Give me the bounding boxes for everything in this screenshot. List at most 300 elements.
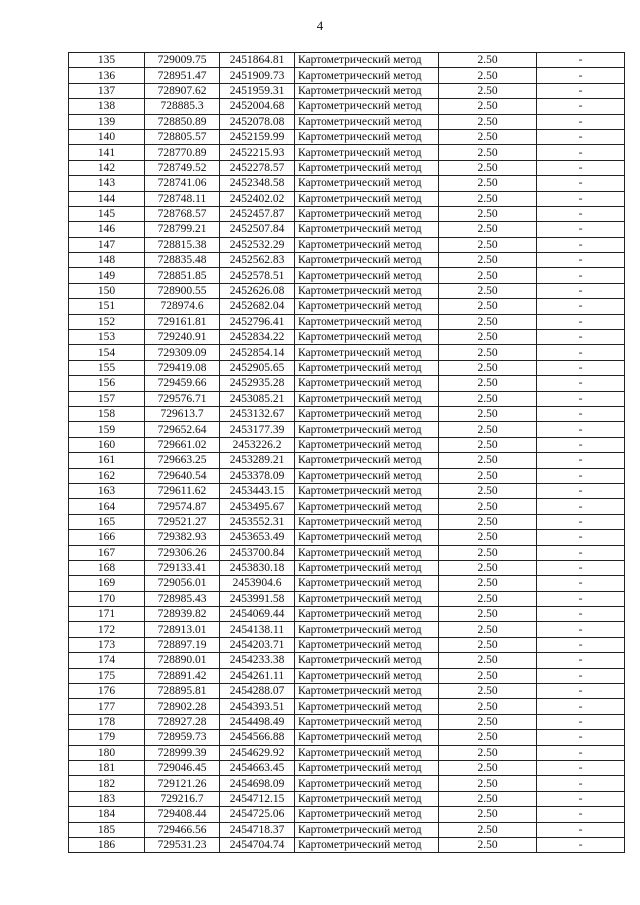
x-coordinate-cell: 729056.01 xyxy=(145,576,220,591)
precision-cell: 2.50 xyxy=(439,560,537,575)
method-cell: Картометрический метод xyxy=(295,530,439,545)
method-cell: Картометрический метод xyxy=(295,283,439,298)
y-coordinate-cell: 2453177.39 xyxy=(220,422,295,437)
precision-cell: 2.50 xyxy=(439,545,537,560)
x-coordinate-cell: 729419.08 xyxy=(145,360,220,375)
x-coordinate-cell: 728805.57 xyxy=(145,129,220,144)
point-number-cell: 140 xyxy=(69,129,145,144)
table-row xyxy=(69,99,625,114)
method-cell: Картометрический метод xyxy=(295,668,439,683)
x-coordinate-cell: 728900.55 xyxy=(145,283,220,298)
precision-cell: 2.50 xyxy=(439,176,537,191)
description-cell: - xyxy=(537,222,625,237)
y-coordinate-cell: 2452159.99 xyxy=(220,129,295,144)
x-coordinate-cell: 729613.7 xyxy=(145,406,220,421)
precision-cell: 2.50 xyxy=(439,360,537,375)
precision-cell: 2.50 xyxy=(439,129,537,144)
point-number-cell: 145 xyxy=(69,206,145,221)
precision-cell: 2.50 xyxy=(439,299,537,314)
point-number-cell: 149 xyxy=(69,268,145,283)
y-coordinate-cell: 2452626.08 xyxy=(220,283,295,298)
x-coordinate-cell: 728748.11 xyxy=(145,191,220,206)
method-cell: Картометрический метод xyxy=(295,160,439,175)
description-cell: - xyxy=(537,314,625,329)
point-number-cell: 148 xyxy=(69,253,145,268)
precision-cell: 2.50 xyxy=(439,714,537,729)
description-cell: - xyxy=(537,576,625,591)
table-row xyxy=(69,360,625,375)
method-cell: Картометрический метод xyxy=(295,745,439,760)
method-cell: Картометрический метод xyxy=(295,730,439,745)
precision-cell: 2.50 xyxy=(439,668,537,683)
method-cell: Картометрический метод xyxy=(295,68,439,83)
precision-cell: 2.50 xyxy=(439,453,537,468)
y-coordinate-cell: 2454712.15 xyxy=(220,791,295,806)
point-number-cell: 156 xyxy=(69,376,145,391)
precision-cell: 2.50 xyxy=(439,807,537,822)
coordinates-table xyxy=(68,52,625,853)
point-number-cell: 167 xyxy=(69,545,145,560)
description-cell: - xyxy=(537,822,625,837)
precision-cell: 2.50 xyxy=(439,607,537,622)
y-coordinate-cell: 2454663.45 xyxy=(220,760,295,775)
y-coordinate-cell: 2452935.28 xyxy=(220,376,295,391)
precision-cell: 2.50 xyxy=(439,622,537,637)
y-coordinate-cell: 2452215.93 xyxy=(220,145,295,160)
description-cell: - xyxy=(537,791,625,806)
method-cell: Картометрический метод xyxy=(295,776,439,791)
point-number-cell: 172 xyxy=(69,622,145,637)
precision-cell: 2.50 xyxy=(439,391,537,406)
point-number-cell: 183 xyxy=(69,791,145,806)
table-row xyxy=(69,653,625,668)
x-coordinate-cell: 729466.56 xyxy=(145,822,220,837)
description-cell: - xyxy=(537,607,625,622)
precision-cell: 2.50 xyxy=(439,191,537,206)
x-coordinate-cell: 729661.02 xyxy=(145,437,220,452)
description-cell: - xyxy=(537,745,625,760)
x-coordinate-cell: 728741.06 xyxy=(145,176,220,191)
method-cell: Картометрический метод xyxy=(295,360,439,375)
precision-cell: 2.50 xyxy=(439,160,537,175)
description-cell: - xyxy=(537,406,625,421)
method-cell: Картометрический метод xyxy=(295,637,439,652)
precision-cell: 2.50 xyxy=(439,684,537,699)
description-cell: - xyxy=(537,637,625,652)
point-number-cell: 176 xyxy=(69,684,145,699)
point-number-cell: 166 xyxy=(69,530,145,545)
y-coordinate-cell: 2454233.38 xyxy=(220,653,295,668)
x-coordinate-cell: 729382.93 xyxy=(145,530,220,545)
y-coordinate-cell: 2452507.84 xyxy=(220,222,295,237)
table-row xyxy=(69,391,625,406)
y-coordinate-cell: 2453653.49 xyxy=(220,530,295,545)
point-number-cell: 160 xyxy=(69,437,145,452)
table-row xyxy=(69,53,625,68)
point-number-cell: 153 xyxy=(69,330,145,345)
precision-cell: 2.50 xyxy=(439,99,537,114)
method-cell: Картометрический метод xyxy=(295,760,439,775)
method-cell: Картометрический метод xyxy=(295,53,439,68)
method-cell: Картометрический метод xyxy=(295,791,439,806)
method-cell: Картометрический метод xyxy=(295,129,439,144)
x-coordinate-cell: 729046.45 xyxy=(145,760,220,775)
description-cell: - xyxy=(537,837,625,852)
description-cell: - xyxy=(537,391,625,406)
x-coordinate-cell: 728885.3 xyxy=(145,99,220,114)
method-cell: Картометрический метод xyxy=(295,114,439,129)
table-row xyxy=(69,176,625,191)
description-cell: - xyxy=(537,53,625,68)
point-number-cell: 171 xyxy=(69,607,145,622)
description-cell: - xyxy=(537,807,625,822)
precision-cell: 2.50 xyxy=(439,576,537,591)
x-coordinate-cell: 729652.64 xyxy=(145,422,220,437)
y-coordinate-cell: 2454288.07 xyxy=(220,684,295,699)
point-number-cell: 144 xyxy=(69,191,145,206)
y-coordinate-cell: 2452004.68 xyxy=(220,99,295,114)
x-coordinate-cell: 728897.19 xyxy=(145,637,220,652)
precision-cell: 2.50 xyxy=(439,68,537,83)
point-number-cell: 164 xyxy=(69,499,145,514)
y-coordinate-cell: 2453378.09 xyxy=(220,468,295,483)
y-coordinate-cell: 2452854.14 xyxy=(220,345,295,360)
precision-cell: 2.50 xyxy=(439,468,537,483)
point-number-cell: 178 xyxy=(69,714,145,729)
x-coordinate-cell: 728907.62 xyxy=(145,83,220,98)
x-coordinate-cell: 729161.81 xyxy=(145,314,220,329)
table-row xyxy=(69,330,625,345)
method-cell: Картометрический метод xyxy=(295,837,439,852)
y-coordinate-cell: 2454725.06 xyxy=(220,807,295,822)
table-row xyxy=(69,83,625,98)
x-coordinate-cell: 729521.27 xyxy=(145,514,220,529)
method-cell: Картометрический метод xyxy=(295,607,439,622)
table-row xyxy=(69,206,625,221)
x-coordinate-cell: 728895.81 xyxy=(145,684,220,699)
method-cell: Картометрический метод xyxy=(295,222,439,237)
table-row xyxy=(69,129,625,144)
description-cell: - xyxy=(537,530,625,545)
table-row xyxy=(69,791,625,806)
x-coordinate-cell: 729531.23 xyxy=(145,837,220,852)
description-cell: - xyxy=(537,591,625,606)
x-coordinate-cell: 729306.26 xyxy=(145,545,220,560)
description-cell: - xyxy=(537,145,625,160)
precision-cell: 2.50 xyxy=(439,114,537,129)
method-cell: Картометрический метод xyxy=(295,576,439,591)
method-cell: Картометрический метод xyxy=(295,437,439,452)
y-coordinate-cell: 2454203.71 xyxy=(220,637,295,652)
description-cell: - xyxy=(537,268,625,283)
table-row xyxy=(69,607,625,622)
table-row xyxy=(69,668,625,683)
y-coordinate-cell: 2453991.58 xyxy=(220,591,295,606)
x-coordinate-cell: 729663.25 xyxy=(145,453,220,468)
precision-cell: 2.50 xyxy=(439,760,537,775)
method-cell: Картометрический метод xyxy=(295,591,439,606)
x-coordinate-cell: 729121.26 xyxy=(145,776,220,791)
y-coordinate-cell: 2453495.67 xyxy=(220,499,295,514)
description-cell: - xyxy=(537,514,625,529)
point-number-cell: 137 xyxy=(69,83,145,98)
description-cell: - xyxy=(537,114,625,129)
description-cell: - xyxy=(537,176,625,191)
y-coordinate-cell: 2454393.51 xyxy=(220,699,295,714)
point-number-cell: 138 xyxy=(69,99,145,114)
point-number-cell: 174 xyxy=(69,653,145,668)
method-cell: Картометрический метод xyxy=(295,330,439,345)
method-cell: Картометрический метод xyxy=(295,807,439,822)
method-cell: Картометрический метод xyxy=(295,268,439,283)
precision-cell: 2.50 xyxy=(439,237,537,252)
table-row xyxy=(69,222,625,237)
x-coordinate-cell: 728985.43 xyxy=(145,591,220,606)
precision-cell: 2.50 xyxy=(439,283,537,298)
y-coordinate-cell: 2452682.04 xyxy=(220,299,295,314)
table-row xyxy=(69,114,625,129)
table-row xyxy=(69,699,625,714)
description-cell: - xyxy=(537,560,625,575)
method-cell: Картометрический метод xyxy=(295,453,439,468)
precision-cell: 2.50 xyxy=(439,406,537,421)
point-number-cell: 161 xyxy=(69,453,145,468)
method-cell: Картометрический метод xyxy=(295,822,439,837)
table-row xyxy=(69,160,625,175)
description-cell: - xyxy=(537,453,625,468)
description-cell: - xyxy=(537,376,625,391)
precision-cell: 2.50 xyxy=(439,314,537,329)
point-number-cell: 168 xyxy=(69,560,145,575)
x-coordinate-cell: 728902.28 xyxy=(145,699,220,714)
method-cell: Картометрический метод xyxy=(295,406,439,421)
x-coordinate-cell: 728815.38 xyxy=(145,237,220,252)
x-coordinate-cell: 729309.09 xyxy=(145,345,220,360)
point-number-cell: 185 xyxy=(69,822,145,837)
description-cell: - xyxy=(537,68,625,83)
point-number-cell: 159 xyxy=(69,422,145,437)
x-coordinate-cell: 728770.89 xyxy=(145,145,220,160)
method-cell: Картометрический метод xyxy=(295,468,439,483)
method-cell: Картометрический метод xyxy=(295,206,439,221)
y-coordinate-cell: 2452532.29 xyxy=(220,237,295,252)
description-cell: - xyxy=(537,468,625,483)
table-row xyxy=(69,730,625,745)
description-cell: - xyxy=(537,345,625,360)
page-number: 4 xyxy=(316,18,324,33)
x-coordinate-cell: 728890.01 xyxy=(145,653,220,668)
table-row xyxy=(69,422,625,437)
method-cell: Картометрический метод xyxy=(295,237,439,252)
table-row xyxy=(69,837,625,852)
description-cell: - xyxy=(537,330,625,345)
table-row xyxy=(69,191,625,206)
precision-cell: 2.50 xyxy=(439,530,537,545)
description-cell: - xyxy=(537,545,625,560)
description-cell: - xyxy=(537,237,625,252)
point-number-cell: 186 xyxy=(69,837,145,852)
y-coordinate-cell: 2453132.67 xyxy=(220,406,295,421)
method-cell: Картометрический метод xyxy=(295,560,439,575)
table-row xyxy=(69,776,625,791)
table-row xyxy=(69,145,625,160)
precision-cell: 2.50 xyxy=(439,791,537,806)
x-coordinate-cell: 728951.47 xyxy=(145,68,220,83)
table-row xyxy=(69,637,625,652)
x-coordinate-cell: 728974.6 xyxy=(145,299,220,314)
x-coordinate-cell: 729240.91 xyxy=(145,330,220,345)
x-coordinate-cell: 729133.41 xyxy=(145,560,220,575)
table-row xyxy=(69,622,625,637)
y-coordinate-cell: 2452348.58 xyxy=(220,176,295,191)
description-cell: - xyxy=(537,483,625,498)
y-coordinate-cell: 2454261.11 xyxy=(220,668,295,683)
point-number-cell: 146 xyxy=(69,222,145,237)
description-cell: - xyxy=(537,206,625,221)
precision-cell: 2.50 xyxy=(439,53,537,68)
method-cell: Картометрический метод xyxy=(295,483,439,498)
y-coordinate-cell: 2453443.15 xyxy=(220,483,295,498)
table-row xyxy=(69,684,625,699)
method-cell: Картометрический метод xyxy=(295,345,439,360)
point-number-cell: 139 xyxy=(69,114,145,129)
precision-cell: 2.50 xyxy=(439,145,537,160)
x-coordinate-cell: 728749.52 xyxy=(145,160,220,175)
y-coordinate-cell: 2452834.22 xyxy=(220,330,295,345)
y-coordinate-cell: 2453552.31 xyxy=(220,514,295,529)
method-cell: Картометрический метод xyxy=(295,514,439,529)
point-number-cell: 163 xyxy=(69,483,145,498)
point-number-cell: 157 xyxy=(69,391,145,406)
table-row xyxy=(69,437,625,452)
method-cell: Картометрический метод xyxy=(295,145,439,160)
table-row xyxy=(69,314,625,329)
x-coordinate-cell: 728999.39 xyxy=(145,745,220,760)
x-coordinate-cell: 728835.48 xyxy=(145,253,220,268)
table-row xyxy=(69,760,625,775)
point-number-cell: 152 xyxy=(69,314,145,329)
precision-cell: 2.50 xyxy=(439,206,537,221)
method-cell: Картометрический метод xyxy=(295,176,439,191)
table-row xyxy=(69,545,625,560)
y-coordinate-cell: 2453289.21 xyxy=(220,453,295,468)
description-cell: - xyxy=(537,253,625,268)
point-number-cell: 135 xyxy=(69,53,145,68)
y-coordinate-cell: 2453085.21 xyxy=(220,391,295,406)
x-coordinate-cell: 728939.82 xyxy=(145,607,220,622)
y-coordinate-cell: 2453830.18 xyxy=(220,560,295,575)
x-coordinate-cell: 728891.42 xyxy=(145,668,220,683)
table-row xyxy=(69,453,625,468)
table-row xyxy=(69,714,625,729)
precision-cell: 2.50 xyxy=(439,745,537,760)
precision-cell: 2.50 xyxy=(439,376,537,391)
precision-cell: 2.50 xyxy=(439,499,537,514)
precision-cell: 2.50 xyxy=(439,483,537,498)
method-cell: Картометрический метод xyxy=(295,391,439,406)
method-cell: Картометрический метод xyxy=(295,253,439,268)
x-coordinate-cell: 728913.01 xyxy=(145,622,220,637)
description-cell: - xyxy=(537,684,625,699)
x-coordinate-cell: 728850.89 xyxy=(145,114,220,129)
precision-cell: 2.50 xyxy=(439,330,537,345)
y-coordinate-cell: 2452078.08 xyxy=(220,114,295,129)
x-coordinate-cell: 729640.54 xyxy=(145,468,220,483)
x-coordinate-cell: 728768.57 xyxy=(145,206,220,221)
description-cell: - xyxy=(537,99,625,114)
point-number-cell: 177 xyxy=(69,699,145,714)
method-cell: Картометрический метод xyxy=(295,699,439,714)
x-coordinate-cell: 728927.28 xyxy=(145,714,220,729)
point-number-cell: 184 xyxy=(69,807,145,822)
y-coordinate-cell: 2451864.81 xyxy=(220,53,295,68)
y-coordinate-cell: 2452402.02 xyxy=(220,191,295,206)
point-number-cell: 181 xyxy=(69,760,145,775)
description-cell: - xyxy=(537,668,625,683)
y-coordinate-cell: 2453226.2 xyxy=(220,437,295,452)
precision-cell: 2.50 xyxy=(439,591,537,606)
point-number-cell: 180 xyxy=(69,745,145,760)
point-number-cell: 141 xyxy=(69,145,145,160)
precision-cell: 2.50 xyxy=(439,653,537,668)
description-cell: - xyxy=(537,622,625,637)
precision-cell: 2.50 xyxy=(439,730,537,745)
precision-cell: 2.50 xyxy=(439,268,537,283)
point-number-cell: 169 xyxy=(69,576,145,591)
point-number-cell: 179 xyxy=(69,730,145,745)
y-coordinate-cell: 2454718.37 xyxy=(220,822,295,837)
method-cell: Картометрический метод xyxy=(295,83,439,98)
point-number-cell: 162 xyxy=(69,468,145,483)
description-cell: - xyxy=(537,699,625,714)
table-row xyxy=(69,499,625,514)
description-cell: - xyxy=(537,83,625,98)
method-cell: Картометрический метод xyxy=(295,622,439,637)
description-cell: - xyxy=(537,360,625,375)
description-cell: - xyxy=(537,422,625,437)
x-coordinate-cell: 729216.7 xyxy=(145,791,220,806)
description-cell: - xyxy=(537,714,625,729)
y-coordinate-cell: 2451959.31 xyxy=(220,83,295,98)
x-coordinate-cell: 728959.73 xyxy=(145,730,220,745)
method-cell: Картометрический метод xyxy=(295,376,439,391)
point-number-cell: 158 xyxy=(69,406,145,421)
table-row xyxy=(69,68,625,83)
description-cell: - xyxy=(537,499,625,514)
x-coordinate-cell: 729408.44 xyxy=(145,807,220,822)
point-number-cell: 155 xyxy=(69,360,145,375)
y-coordinate-cell: 2454498.49 xyxy=(220,714,295,729)
description-cell: - xyxy=(537,730,625,745)
method-cell: Картометрический метод xyxy=(295,684,439,699)
precision-cell: 2.50 xyxy=(439,837,537,852)
description-cell: - xyxy=(537,776,625,791)
y-coordinate-cell: 2452796.41 xyxy=(220,314,295,329)
point-number-cell: 142 xyxy=(69,160,145,175)
y-coordinate-cell: 2454138.11 xyxy=(220,622,295,637)
y-coordinate-cell: 2454704.74 xyxy=(220,837,295,852)
point-number-cell: 173 xyxy=(69,637,145,652)
table-row xyxy=(69,237,625,252)
description-cell: - xyxy=(537,437,625,452)
precision-cell: 2.50 xyxy=(439,345,537,360)
precision-cell: 2.50 xyxy=(439,822,537,837)
table-row xyxy=(69,406,625,421)
y-coordinate-cell: 2453700.84 xyxy=(220,545,295,560)
description-cell: - xyxy=(537,283,625,298)
point-number-cell: 170 xyxy=(69,591,145,606)
precision-cell: 2.50 xyxy=(439,776,537,791)
